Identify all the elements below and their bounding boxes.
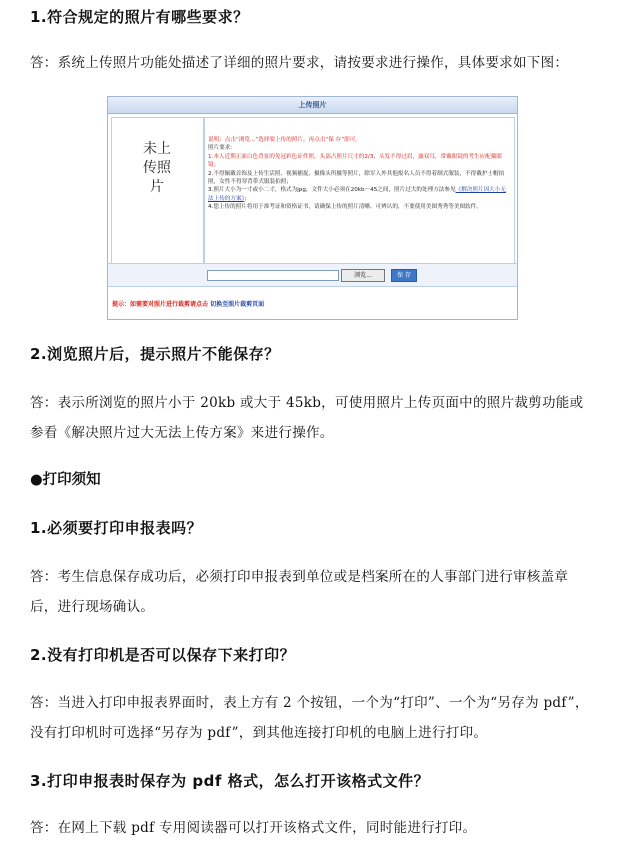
crop-tip xyxy=(112,299,264,308)
upload-controls-row xyxy=(108,263,517,287)
requirement-3: 3.照片大小为一寸或小二寸，格式为jpg，文件大小必须在20kb－45之间，照片过大的处理方法参见《解决照片因大小无法上传的方案》； xyxy=(208,187,506,202)
q2-title: 2.浏览照片后，提示照片不能保存？ xyxy=(30,345,280,363)
q4-answer: 答：当进入打印申报表界面时，表上方有 2 个按钮，一个为“打印”、一个为“另存为 pdf”，没有打印机时可选择“另存为 pdf”，到其他连接打印机的电脑上进行打印。 xyxy=(30,695,589,741)
q3-answer: 答：考生信息保存成功后，必须打印申报表到单位或是档案所在的人事部门进行审核盖章后，进行现场确认。 xyxy=(30,569,569,615)
q1-title: 1.符合规定的照片有哪些要求？ xyxy=(30,8,249,26)
requirement-1: 1.本人近期正面白色背景的免冠彩色证件照，头部占照片尺寸的2/3，头发不得过眉，露双耳，常戴眼镜的考生应配戴眼镜； xyxy=(208,153,503,169)
q4-title: 2.没有打印机是否可以保存下来打印？ xyxy=(30,646,296,664)
print-notice-heading: ●打印须知 xyxy=(30,472,101,488)
file-path-input[interactable] xyxy=(207,270,339,281)
upload-instruction: 说明：点击“浏览...”选择要上传的照片，再点击“保 存”即可。 xyxy=(208,137,361,143)
photo-requirements-box xyxy=(203,117,515,265)
requirements-title: 照片要求： xyxy=(208,145,236,152)
q5-title: 3.打印申报表时保存为 pdf 格式，怎么打开该格式文件？ xyxy=(30,772,430,790)
q2-answer: 答：表示所浏览的照片小于 20kb 或大于 45kb，可使用照片上传页面中的照片裁剪功能或参看《解决照片过大无法上传方案》来进行操作。 xyxy=(30,395,584,441)
requirement-4: 4.您上传的照片将用于准考证和资格证书，请确保上传的照片清晰、可辨认的，不要使用美图秀秀等美图软件。 xyxy=(208,204,482,211)
photo-preview-box xyxy=(111,117,205,265)
q5-answer: 答：在网上下载 pdf 专用阅读器可以打开该格式文件，同时能进行打印。 xyxy=(30,820,477,836)
q1-answer: 答：系统上传照片功能处描述了详细的照片要求，请按要求进行操作，具体要求如下图： xyxy=(30,55,569,71)
upload-photo-panel xyxy=(107,96,518,320)
crop-page-link[interactable]: 切换至照片裁剪页面 xyxy=(210,301,265,308)
save-button[interactable]: 保 存 xyxy=(391,269,417,282)
no-photo-placeholder: 未上传照片 xyxy=(143,141,171,195)
oversize-solution-link[interactable]: 《解决照片因大小无法上传的方案》 xyxy=(208,187,506,202)
q3-title: 1.必须要打印申报表吗？ xyxy=(30,519,203,537)
requirement-2: 2.不得佩戴首饰及上传生活照、视频捕捉、摄像头所摄等照片，除军人外其他报名人员不得着制式服装，不得戴护士帽拍照，女性不得穿背带式服装拍照； xyxy=(208,170,505,186)
browse-button[interactable]: 浏览... xyxy=(341,269,385,282)
crop-tip-label: 提示：如需要对照片进行裁剪请点击 xyxy=(112,301,209,308)
upload-panel-header: 上传照片 xyxy=(108,97,517,114)
